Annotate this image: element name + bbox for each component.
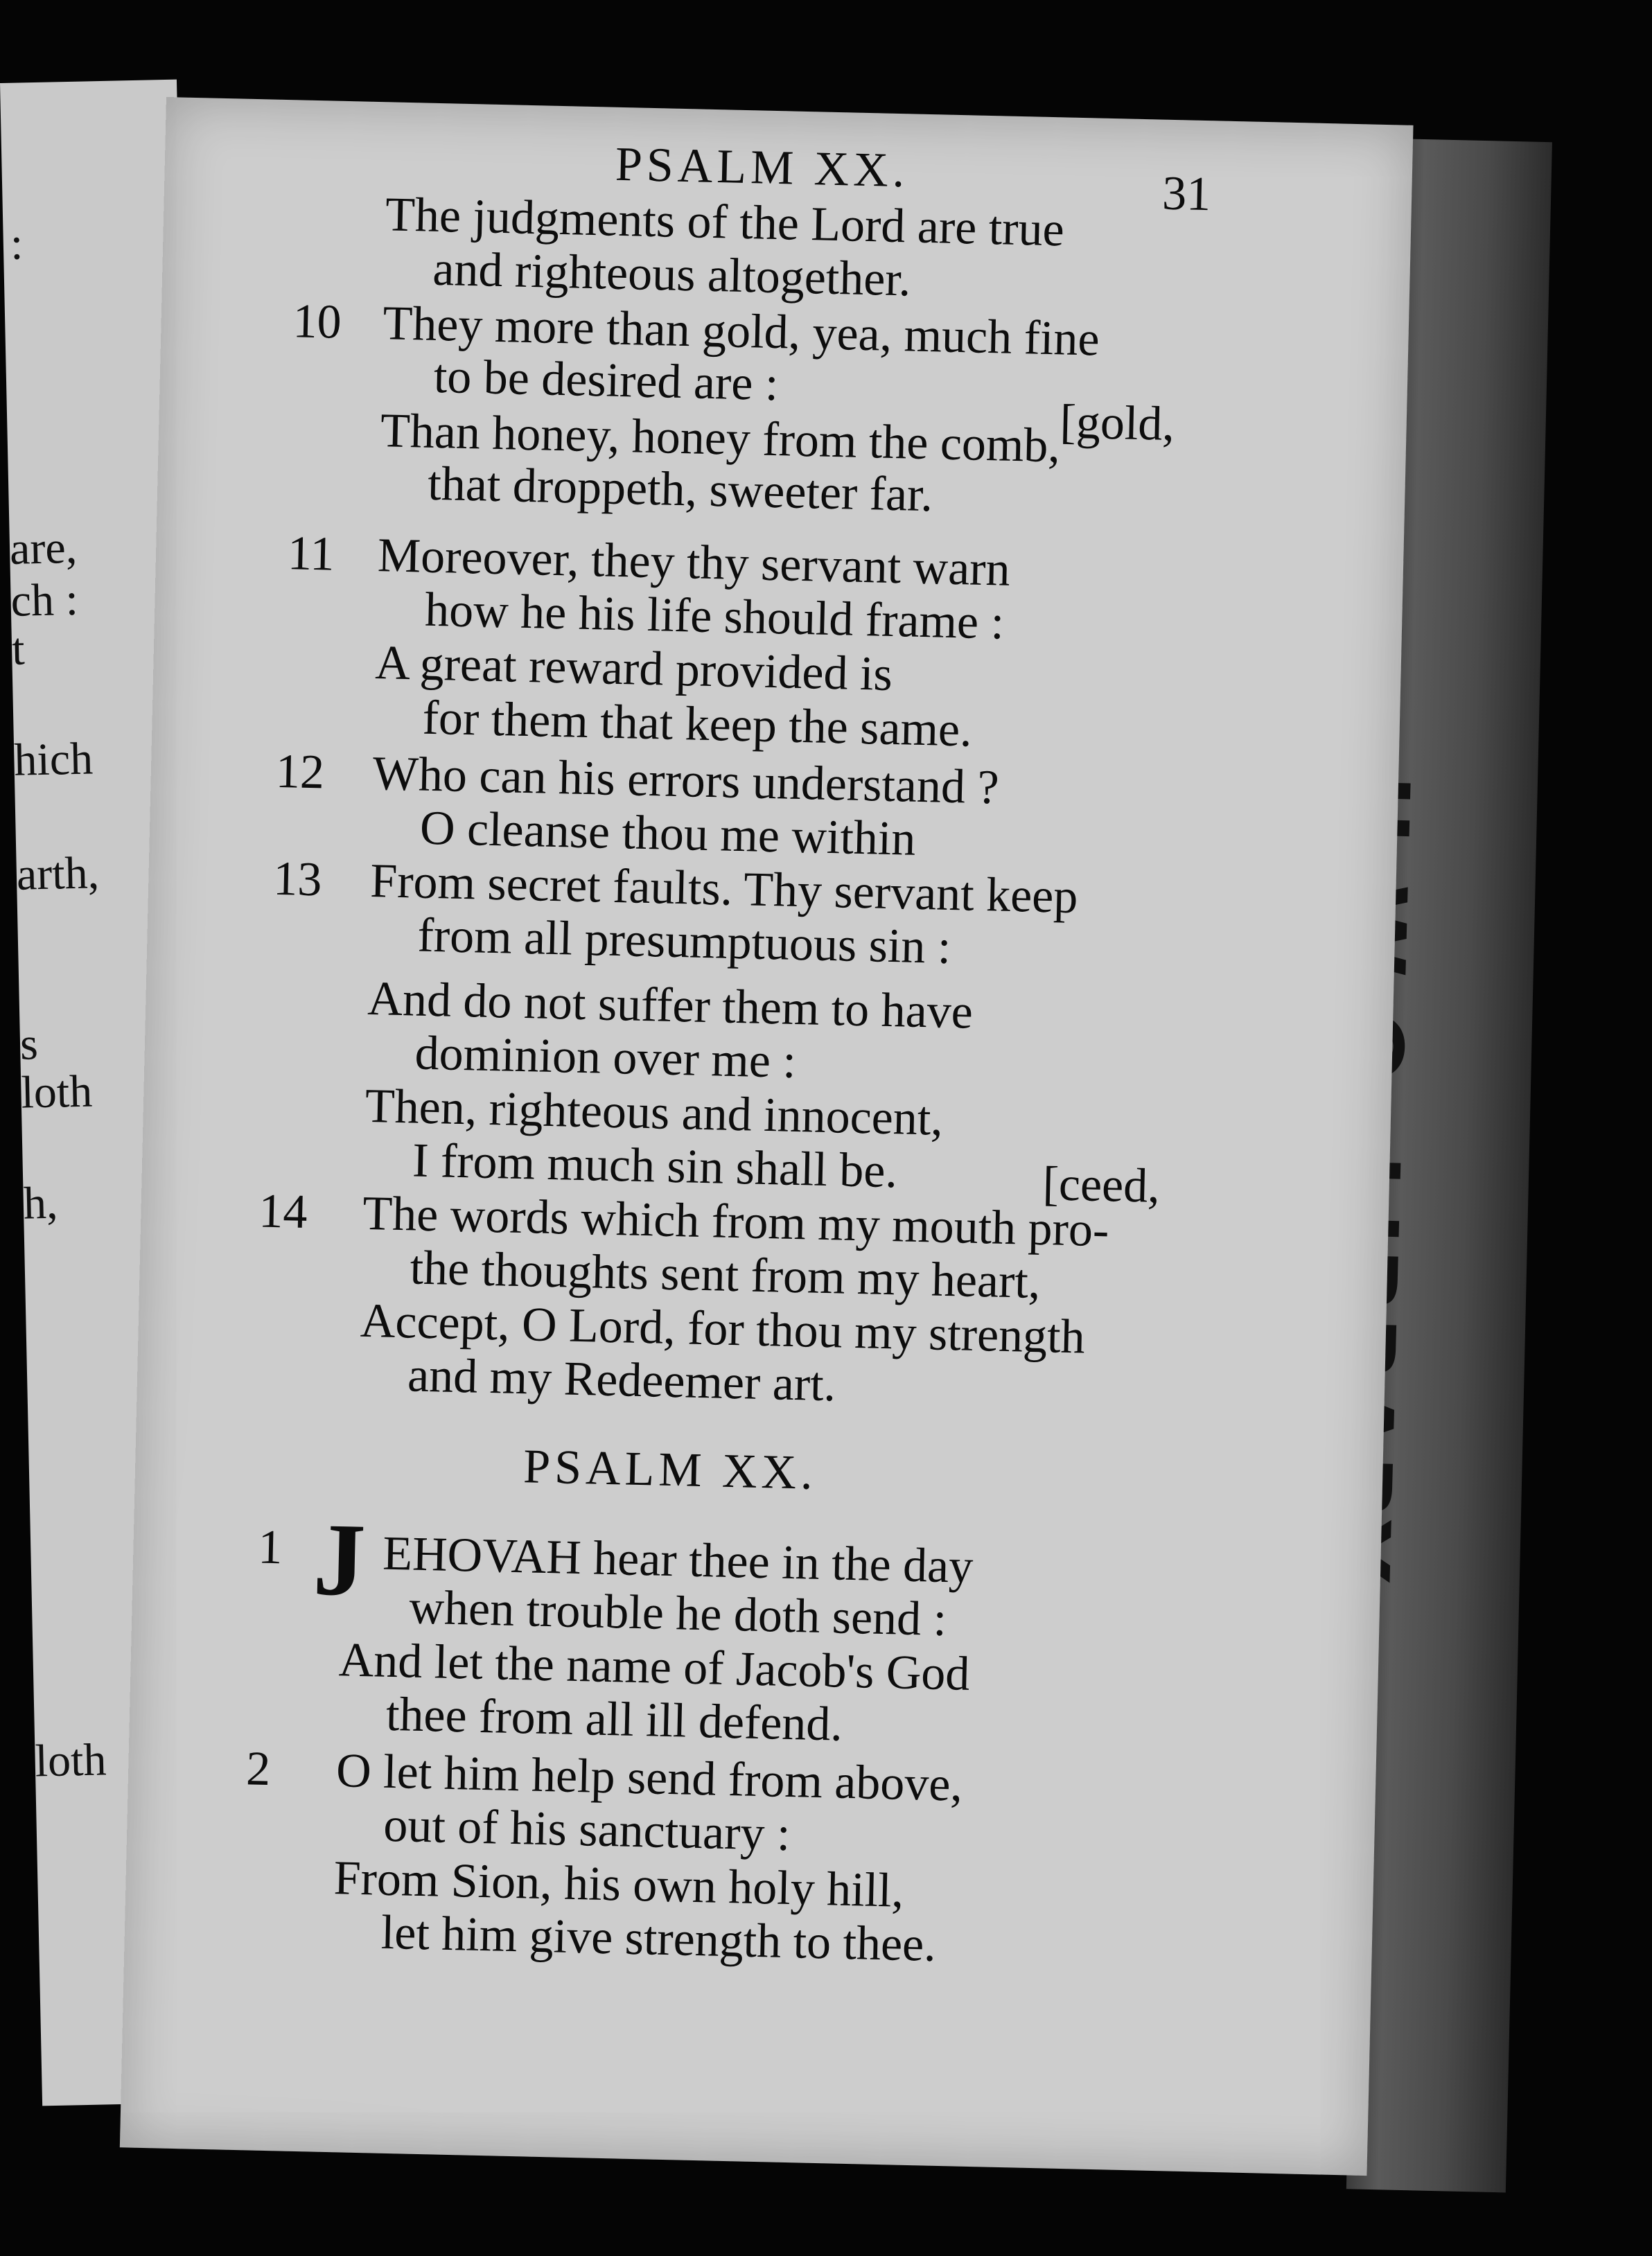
verse-line: O let him help send from above, [335,1744,963,1812]
left-page-fragment: : [10,218,24,270]
left-page-fragment: ch : [10,574,79,626]
verse-line: let him give strength to thee. [380,1905,937,1972]
verse-line: for them that keep the same. [421,691,973,757]
verse-line: the thoughts sent from my heart, [409,1241,1042,1310]
carry-over-word: [gold, [1059,395,1175,452]
verse-line: EHOVAH hear thee in the day [382,1526,974,1594]
verse-number: 10 [292,294,342,349]
verse-line: Then, righteous and innocent, [364,1079,944,1146]
verse-line: thee from all ill defend. [385,1687,843,1752]
verse-line: From Sion, his own holy hill, [333,1851,905,1918]
verse-line: that droppeth, sweeter far. [427,457,934,522]
verse-line: I from much sin shall be. [412,1134,898,1199]
verse-line: Moreover, they thy servant warn [377,529,1011,597]
verse-line: and my Redeemer art. [407,1348,837,1412]
verse-line: Accept, O Lord, for thou my strength [360,1294,1086,1364]
left-page-fragment: hich [13,733,94,786]
carry-over-word: [ceed, [1042,1157,1161,1213]
verse-line: And do not suffer them to have [367,971,974,1039]
drop-cap: J [312,1501,367,1619]
verse-line: and righteous altogether. [432,242,912,307]
verse-line: Than honey, honey from the comb, [380,404,1061,473]
left-page-fragment: t [11,624,26,675]
verse-number: 11 [287,527,335,581]
left-page-fragment: s [19,1019,39,1070]
page-text [120,97,1414,2176]
verse-number: 2 [245,1742,272,1797]
verse-line: O cleanse thou me within [419,801,917,866]
verse-line: when trouble he doth send : [408,1580,947,1647]
verse-number: 13 [272,852,323,907]
left-page-fragment: loth [34,1734,107,1787]
verse-number: 12 [275,744,325,800]
verse-line: Who can his errors understand ? [372,747,1000,815]
verse-line: From secret faults. Thy servant keep [369,854,1079,924]
psalm-heading: PSALM XX. [522,1440,818,1500]
verse-line: dominion over me : [414,1026,797,1089]
verse-line: The judgments of the Lord are true [385,188,1065,257]
page-number: 31 [1161,166,1212,222]
verse-line: from all presumptuous sin : [416,908,952,974]
running-head: PSALM XX. [615,137,910,198]
verse-line: The words which from my mouth pro- [362,1186,1110,1258]
verse-number: 1 [257,1520,283,1575]
verse-line: how he his life should frame : [424,583,1005,650]
left-page-fragment: loth [20,1066,93,1118]
verse-line: And let the name of Jacob's God [338,1633,971,1701]
book-page [120,97,1414,2176]
verse-line: A great reward provided is [374,636,893,701]
verse-line: They more than gold, yea, much fine [382,297,1100,367]
verse-number: 14 [258,1184,308,1240]
left-page-fragment: are, [9,522,78,574]
verse-line: to be desired are : [433,349,780,412]
verse-line: out of his sanctuary : [383,1798,791,1862]
left-page-fragment: arth, [16,847,100,900]
left-page-fragment: h, [23,1177,59,1229]
